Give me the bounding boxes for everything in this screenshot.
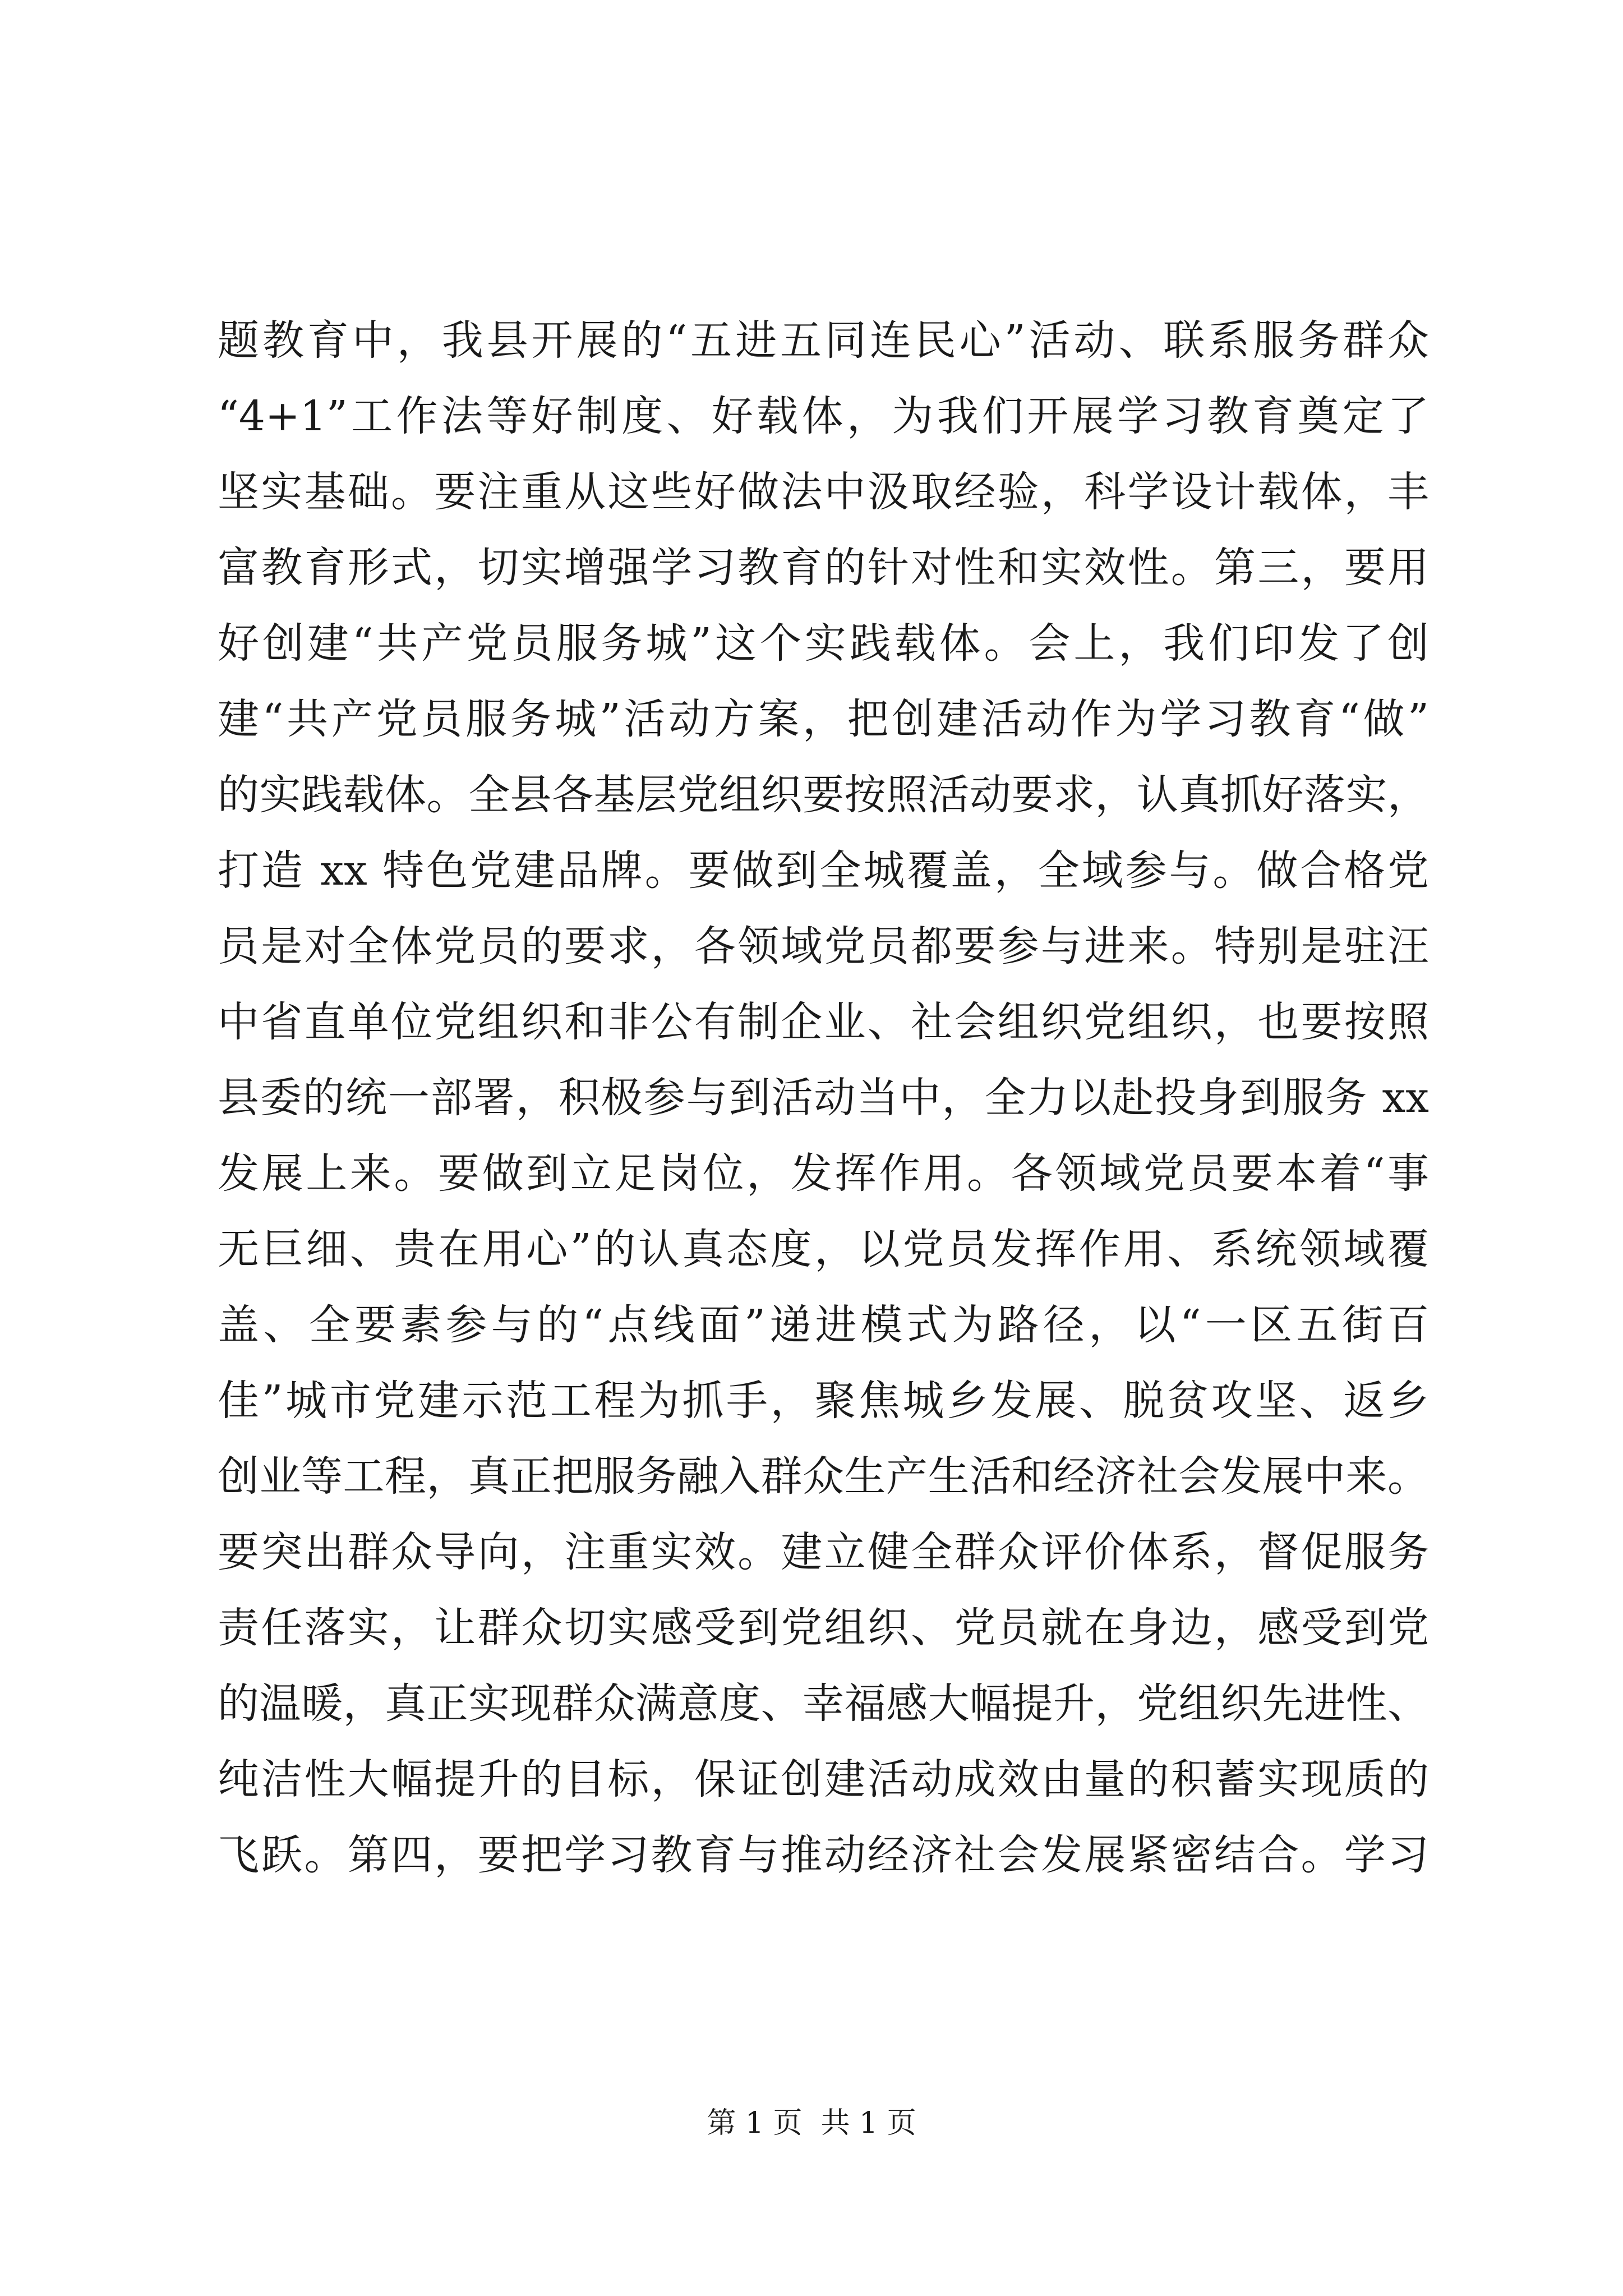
text-line: 责任落实，让群众切实感受到党组织、党员就在身边，感受到党	[218, 1604, 1429, 1652]
text-line: 纯洁性大幅提升的目标，保证创建活动成效由量的积蓄实现质的	[218, 1755, 1429, 1803]
text-line: 县委的统一部署，积极参与到活动当中，全力以赴投身到服务 xx	[218, 1074, 1429, 1122]
text-line: 盖、全要素参与的“点线面”递进模式为路径，以“一区五街百	[218, 1301, 1429, 1349]
text-line: 中省直单位党组织和非公有制企业、社会组织党组织，也要按照	[218, 998, 1429, 1046]
text-line: “4+1”工作法等好制度、好载体，为我们开展学习教育奠定了	[218, 392, 1429, 440]
text-line: 要突出群众导向，注重实效。建立健全群众评价体系，督促服务	[218, 1528, 1429, 1576]
text-line: 无巨细、贵在用心”的认真态度，以党员发挥作用、系统领域覆	[218, 1225, 1429, 1273]
text-line: 的实践载体。全县各基层党组织要按照活动要求，认真抓好落实，	[218, 771, 1429, 819]
text-line: 富教育形式，切实增强学习教育的针对性和实效性。第三，要用	[218, 544, 1429, 592]
page-number: 第 1 页 共 1 页	[707, 2106, 916, 2140]
text-line: 创业等工程，真正把服务融入群众生产生活和经济社会发展中来。	[218, 1452, 1429, 1501]
text-line: 员是对全体党员的要求，各领域党员都要参与进来。特别是驻汪	[218, 922, 1429, 970]
text-line: 佳”城市党建示范工程为抓手，聚焦城乡发展、脱贫攻坚、返乡	[218, 1377, 1429, 1425]
text-line: 题教育中，我县开展的“五进五同连民心”活动、联系服务群众	[218, 316, 1429, 365]
text-line: 打造 xx 特色党建品牌。要做到全城覆盖，全域参与。做合格党	[218, 846, 1429, 895]
text-line: 的温暖，真正实现群众满意度、幸福感大幅提升，党组织先进性、	[218, 1680, 1429, 1728]
text-line: 发展上来。要做到立足岗位，发挥作用。各领域党员要本着“事	[218, 1149, 1429, 1198]
body-text	[218, 303, 1429, 1893]
page-footer	[0, 2101, 1623, 2146]
text-line: 坚实基础。要注重从这些好做法中汲取经验，科学设计载体，丰	[218, 468, 1429, 516]
text-line: 飞跃。第四，要把学习教育与推动经济社会发展紧密结合。学习	[218, 1831, 1429, 1879]
text-line: 建“共产党员服务城”活动方案，把创建活动作为学习教育“做”	[218, 695, 1429, 743]
text-line: 好创建“共产党员服务城”这个实践载体。会上，我们印发了创	[218, 619, 1429, 668]
